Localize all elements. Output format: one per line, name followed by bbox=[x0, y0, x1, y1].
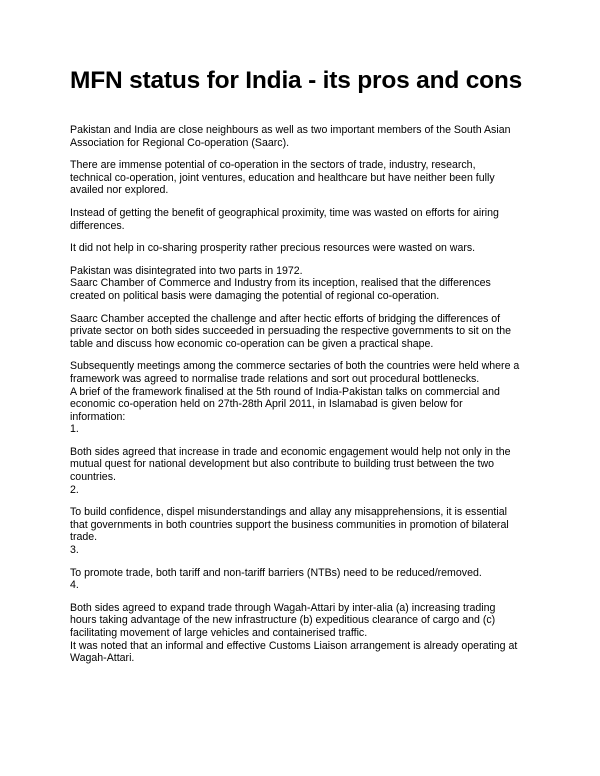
document-title: MFN status for India - its pros and cons bbox=[70, 67, 523, 94]
paragraph-8: Both sides agreed that increase in trade and economic engagement would help not only in the mutual quest for national development but also contribute to building trust between the two countries. 2. bbox=[70, 445, 511, 496]
paragraph-1: Pakistan and India are close neighbours as well as two important members of the South Asian Association for Regional Co-operation (Saarc). bbox=[70, 124, 511, 149]
paragraph-11: Both sides agreed to expand trade through Wagah-Attari by inter-alia (a) increasing trading hours taking advantage of the new infrastructure (b) expeditious clearance of cargo and (c) facilitating movement of large vehicles and containerised traffic. It was noted that an informal and effective Customs Liaison arrangement is already operating at Wagah-Attari. bbox=[70, 601, 518, 665]
paragraph-7: Subsequently meetings among the commerce sectaries of both the countries were held where a framework was agreed to normalise trade relations and sort out procedural bottlenecks. A brief of the framework finalised at the 5th round of India-Pakistan talks on commercial and economic co-operation held on 27th-28th April 2011, in Islamabad is given below for information: 1. bbox=[70, 360, 520, 436]
paragraph-6: Saarc Chamber accepted the challenge and after hectic efforts of bridging the differences of private sector on both sides succeeded in persuading the respective governments to sit on the table and discuss how economic co-operation can be given a practical shape. bbox=[70, 312, 512, 350]
paragraph-10: To promote trade, both tariff and non-tariff barriers (NTBs) need to be reduced/removed. 4. bbox=[70, 566, 482, 592]
paragraph-5: Pakistan was disintegrated into two parts in 1972. Saarc Chamber of Commerce and Industry from its inception, realised that the differences created on political basis were damaging the potential of regional co-operation. bbox=[70, 264, 491, 302]
paragraph-2: There are immense potential of co-operation in the sectors of trade, industry, research, technical co-operation, joint ventures, education and healthcare but have neither been fully availed nor explored. bbox=[70, 159, 495, 197]
paragraph-9: To build confidence, dispel misunderstandings and allay any misapprehensions, it is essential that governments in both countries support the business communities in promotion of bilateral trade. 3. bbox=[70, 506, 509, 557]
document-page bbox=[70, 66, 540, 675]
paragraph-3: Instead of getting the benefit of geographical proximity, time was wasted on efforts for airing differences. bbox=[70, 206, 499, 232]
paragraph-4: It did not help in co-sharing prosperity rather precious resources were wasted on wars. bbox=[70, 242, 476, 255]
